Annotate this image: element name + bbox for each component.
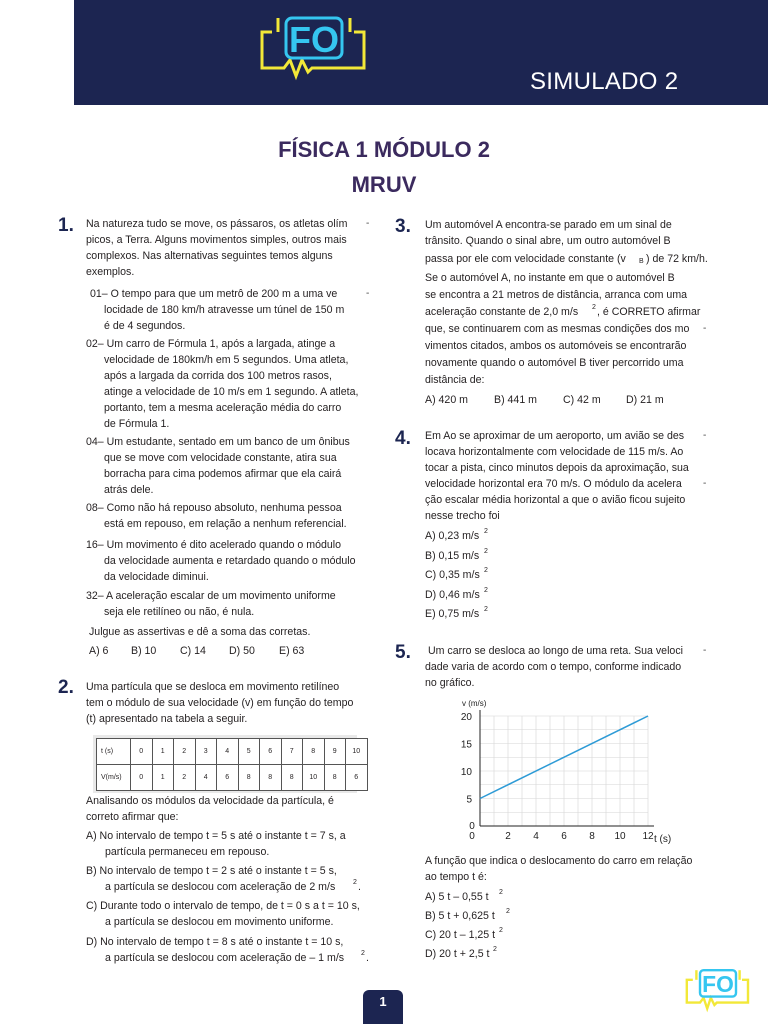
q2-line: partícula permaneceu em repouso.: [105, 846, 270, 858]
q1-line: 04– Um estudante, sentado em um banco de um ônibus: [86, 436, 350, 448]
q2-line: a partícula se deslocou em movimento uniforme.: [105, 916, 334, 928]
q1-line: da velocidade aumenta e retardado quando o módulo: [104, 555, 356, 567]
q4-sup: 2: [484, 606, 488, 613]
q3-hyphen: -: [703, 323, 707, 334]
q4-line: tocar a pista, cinco minutos depois da aproximação, sua: [425, 462, 689, 474]
y-tick-label: 10: [460, 767, 472, 778]
q5-option-d: D) 20 t + 2,5 t: [425, 948, 490, 960]
q1-line: portanto, tem a mesma aceleração média do carro: [104, 402, 342, 414]
q1-line: de Fórmula 1.: [104, 418, 170, 430]
q1-line: após a largada da corrida dos 100 metros rasos,: [104, 370, 332, 382]
q1-line: 08– Como não há repouso absoluto, nenhuma pessoa: [86, 502, 342, 514]
q2-line: Analisando os módulos da velocidade da partícula, é: [86, 795, 334, 807]
q4-line: locava horizontalmente com velocidade de 115 m/s. Ao: [425, 446, 684, 458]
q1-option-d: D) 50: [229, 645, 255, 657]
x-tick-label: 6: [561, 831, 567, 842]
q3-line: ) de 72 km/h.: [646, 253, 708, 265]
y-tick-label: 20: [460, 712, 472, 723]
table-cell: 4: [195, 765, 217, 791]
q1-line: atinge a velocidade de 10 m/s em 1 segundo. A atleta,: [104, 386, 359, 398]
y-tick-label: 0: [469, 821, 475, 832]
q5-line: no gráfico.: [425, 677, 475, 689]
q2-line: a partícula se deslocou com aceleração de 2 m/s: [105, 881, 336, 893]
q2-line: (t) apresentado na tabela a seguir.: [86, 713, 248, 725]
x-axis-label: t (s): [654, 834, 672, 845]
q1-option-b: B) 10: [131, 645, 157, 657]
velocity-chart: [430, 690, 675, 850]
logo-small-text: FO: [702, 970, 734, 997]
q3-line: trânsito. Quando o sinal abre, um outro automóvel B: [425, 235, 671, 247]
q1-line: velocidade de 180km/h em 5 segundos. Uma atleta,: [104, 354, 349, 366]
q3-option-a: A) 420 m: [425, 394, 468, 406]
table-header-cell: V(m/s): [97, 765, 131, 791]
table-cell: 8: [303, 739, 325, 765]
x-tick-label: 0: [469, 831, 475, 842]
table-cell: 9: [324, 739, 346, 765]
q4-option-a: A) 0,23 m/s: [425, 530, 480, 542]
x-tick-label: 10: [614, 831, 626, 842]
question-2-number: 2.: [58, 677, 74, 698]
table-cell: 3: [195, 739, 217, 765]
q1-line: complexos. Nas alternativas seguintes temos alguns: [86, 250, 333, 262]
q1-line: 32– A aceleração escalar de um movimento uniforme: [86, 590, 336, 602]
table-cell: 6: [346, 765, 368, 791]
fo-logo: [254, 10, 374, 90]
q4-sup: 2: [484, 587, 488, 594]
q1-line: borracha para cima podemos afirmar que ela cairá: [104, 468, 342, 480]
table-header-cell: t (s): [97, 739, 131, 765]
q1-line: Na natureza tudo se move, os pássaros, os atletas olím: [86, 218, 348, 230]
y-axis-label: v (m/s): [462, 699, 487, 708]
q4-sup: 2: [484, 567, 488, 574]
q5-line: dade varia de acordo com o tempo, conforme indicado: [425, 661, 682, 673]
q4-sup: 2: [484, 528, 488, 535]
q2-option-c: C) Durante todo o intervalo de tempo, de t = 0 s a t = 10 s,: [86, 900, 360, 912]
q4-option-d: D) 0,46 m/s: [425, 589, 480, 601]
q5-option-b: B) 5 t + 0,625 t: [425, 910, 495, 922]
chart-grid: [480, 716, 648, 826]
q5-line: ao tempo t é:: [425, 871, 487, 883]
q2-option-d: D) No intervalo de tempo t = 8 s até o instante t = 10 s,: [86, 936, 344, 948]
q3-line: vimentos citados, ambos os automóveis se encontrarão: [425, 340, 687, 352]
q5-line: Um carro se desloca ao longo de uma reta. Sua veloci: [428, 645, 683, 657]
table-cell: 6: [260, 739, 282, 765]
q2-dot: .: [358, 881, 361, 893]
q1-line: está em repouso, em relação a nenhum referencial.: [104, 518, 347, 530]
y-tick-label: 15: [460, 739, 472, 751]
q2-line: correto afirmar que:: [86, 811, 179, 823]
q5-hyphen: -: [703, 645, 707, 656]
question-1-number: 1.: [58, 215, 74, 236]
q5-option-a: A) 5 t – 0,55 t: [425, 891, 489, 903]
q4-option-c: C) 0,35 m/s: [425, 569, 480, 581]
page-subtitle: MRUV: [351, 172, 417, 197]
q2-dot: .: [366, 952, 369, 964]
table-cell: 10: [346, 739, 368, 765]
table-row: [97, 765, 368, 791]
q3-sup: 2: [592, 304, 596, 311]
q5-line: A função que indica o deslocamento do carro em relação: [425, 855, 693, 867]
table-cell: 8: [281, 765, 303, 791]
table-cell: 10: [303, 765, 325, 791]
table-cell: 8: [238, 765, 260, 791]
q5-sup: 2: [499, 889, 503, 896]
q4-line: Em Ao se aproximar de um aeroporto, um avião se des: [425, 430, 685, 442]
q1-hyphen: -: [366, 288, 370, 299]
q1-line: que se move com velocidade constante, atira sua: [104, 452, 337, 464]
q1-line: 02– Um carro de Fórmula 1, após a largada, atinge a: [86, 338, 336, 350]
q1-line: picos, a Terra. Alguns movimentos simples, outros mais: [86, 234, 347, 246]
x-tick-label: 2: [505, 831, 511, 842]
q1-line: seja ele retilíneo ou não, é nula.: [104, 606, 255, 618]
x-tick-label: 12: [642, 831, 654, 842]
y-tick-label: 5: [466, 794, 472, 806]
q3-line: se encontra a 21 metros de distância, arranca com uma: [425, 289, 688, 301]
q4-hyphen: -: [703, 430, 707, 441]
table-cell: 2: [174, 765, 196, 791]
q4-hyphen: -: [703, 478, 707, 489]
q3-line: Se o automóvel A, no instante em que o automóvel B: [425, 272, 675, 284]
chart-axes: [480, 710, 654, 826]
velocity-table: [96, 738, 368, 791]
q3-line: novamente quando o automóvel B tiver percorrido uma: [425, 357, 684, 369]
header-bar: [74, 0, 768, 105]
q5-option-c: C) 20 t – 1,25 t: [425, 929, 496, 941]
q4-line: nesse trecho foi: [425, 510, 500, 522]
q1-option-e: E) 63: [279, 645, 305, 657]
q4-line: velocidade horizontal era 70 m/s. O módulo da acelera: [425, 478, 682, 490]
q3-option-b: B) 441 m: [494, 394, 537, 406]
table-cell: 1: [152, 739, 174, 765]
table-cell: 8: [324, 765, 346, 791]
q5-sup: 2: [493, 946, 497, 953]
q3-line: aceleração constante de 2,0 m/s: [425, 306, 579, 318]
q3-option-d: D) 21 m: [626, 394, 664, 406]
q1-line: 01– O tempo para que um metrô de 200 m a uma ve: [90, 288, 338, 300]
q3-line: passa por ele com velocidade constante (v: [425, 253, 626, 265]
x-tick-label: 4: [533, 831, 539, 842]
table-cell: 8: [260, 765, 282, 791]
q4-line: ção escalar média horizontal a que o avião ficou sujeito: [425, 494, 686, 506]
q1-line: da velocidade diminui.: [104, 571, 209, 583]
q3-option-c: C) 42 m: [563, 394, 601, 406]
q1-line: Julgue as assertivas e dê a soma das corretas.: [89, 626, 311, 638]
q3-line: que, se continuarem com as mesmas condições dos mo: [425, 323, 690, 335]
q1-hyphen: -: [366, 218, 370, 229]
table-cell: 0: [131, 765, 153, 791]
q4-sup: 2: [484, 548, 488, 555]
q1-line: atrás dele.: [104, 484, 154, 496]
table-cell: 7: [281, 739, 303, 765]
x-tick-label: 8: [589, 831, 595, 842]
table-cell: 4: [217, 739, 239, 765]
table-cell: 5: [238, 739, 260, 765]
table-cell: 1: [152, 765, 174, 791]
q3-line: , é CORRETO afirmar: [597, 306, 701, 318]
q1-option-a: A) 6: [89, 645, 109, 657]
page-number: 1: [379, 994, 387, 1009]
q2-sup: 2: [361, 950, 365, 957]
fo-logo-small: [682, 962, 754, 1018]
table-cell: 2: [174, 739, 196, 765]
table-cell: 6: [217, 765, 239, 791]
question-3-number: 3.: [395, 216, 411, 237]
q1-option-c: C) 14: [180, 645, 206, 657]
q5-sup: 2: [506, 908, 510, 915]
logo-text: FO: [289, 19, 339, 60]
q1-line: exemplos.: [86, 266, 135, 278]
q2-line: a partícula se deslocou com aceleração de – 1 m/s: [105, 952, 345, 964]
q4-option-e: E) 0,75 m/s: [425, 608, 480, 620]
q2-sup: 2: [353, 879, 357, 886]
page-title: FÍSICA 1 MÓDULO 2: [278, 137, 490, 162]
q3-line: Um automóvel A encontra-se parado em um sinal de: [425, 219, 672, 231]
simulado-label: SIMULADO 2: [530, 68, 679, 95]
q2-line: tem o módulo de sua velocidade (v) em função do tempo: [86, 697, 354, 709]
q1-line: é de 4 segundos.: [104, 320, 186, 332]
q3-sub: B: [639, 258, 644, 265]
q1-line: 16– Um movimento é dito acelerado quando o módulo: [86, 539, 341, 551]
q4-option-b: B) 0,15 m/s: [425, 550, 480, 562]
q2-line: Uma partícula que se desloca em movimento retilíneo: [86, 681, 340, 693]
chart-ticks: [461, 712, 654, 842]
q5-sup: 2: [499, 927, 503, 934]
q1-line: locidade de 180 km/h atravesse um túnel de 150 m: [104, 304, 345, 316]
q2-option-a: A) No intervalo de tempo t = 5 s até o instante t = 7 s, a: [86, 830, 346, 842]
table-cell: 0: [131, 739, 153, 765]
question-5-number: 5.: [395, 642, 411, 663]
q3-line: distância de:: [425, 374, 485, 386]
q2-option-b: B) No intervalo de tempo t = 2 s até o instante t = 5 s,: [86, 865, 337, 877]
table-row: [97, 739, 368, 765]
question-4-number: 4.: [395, 428, 411, 449]
